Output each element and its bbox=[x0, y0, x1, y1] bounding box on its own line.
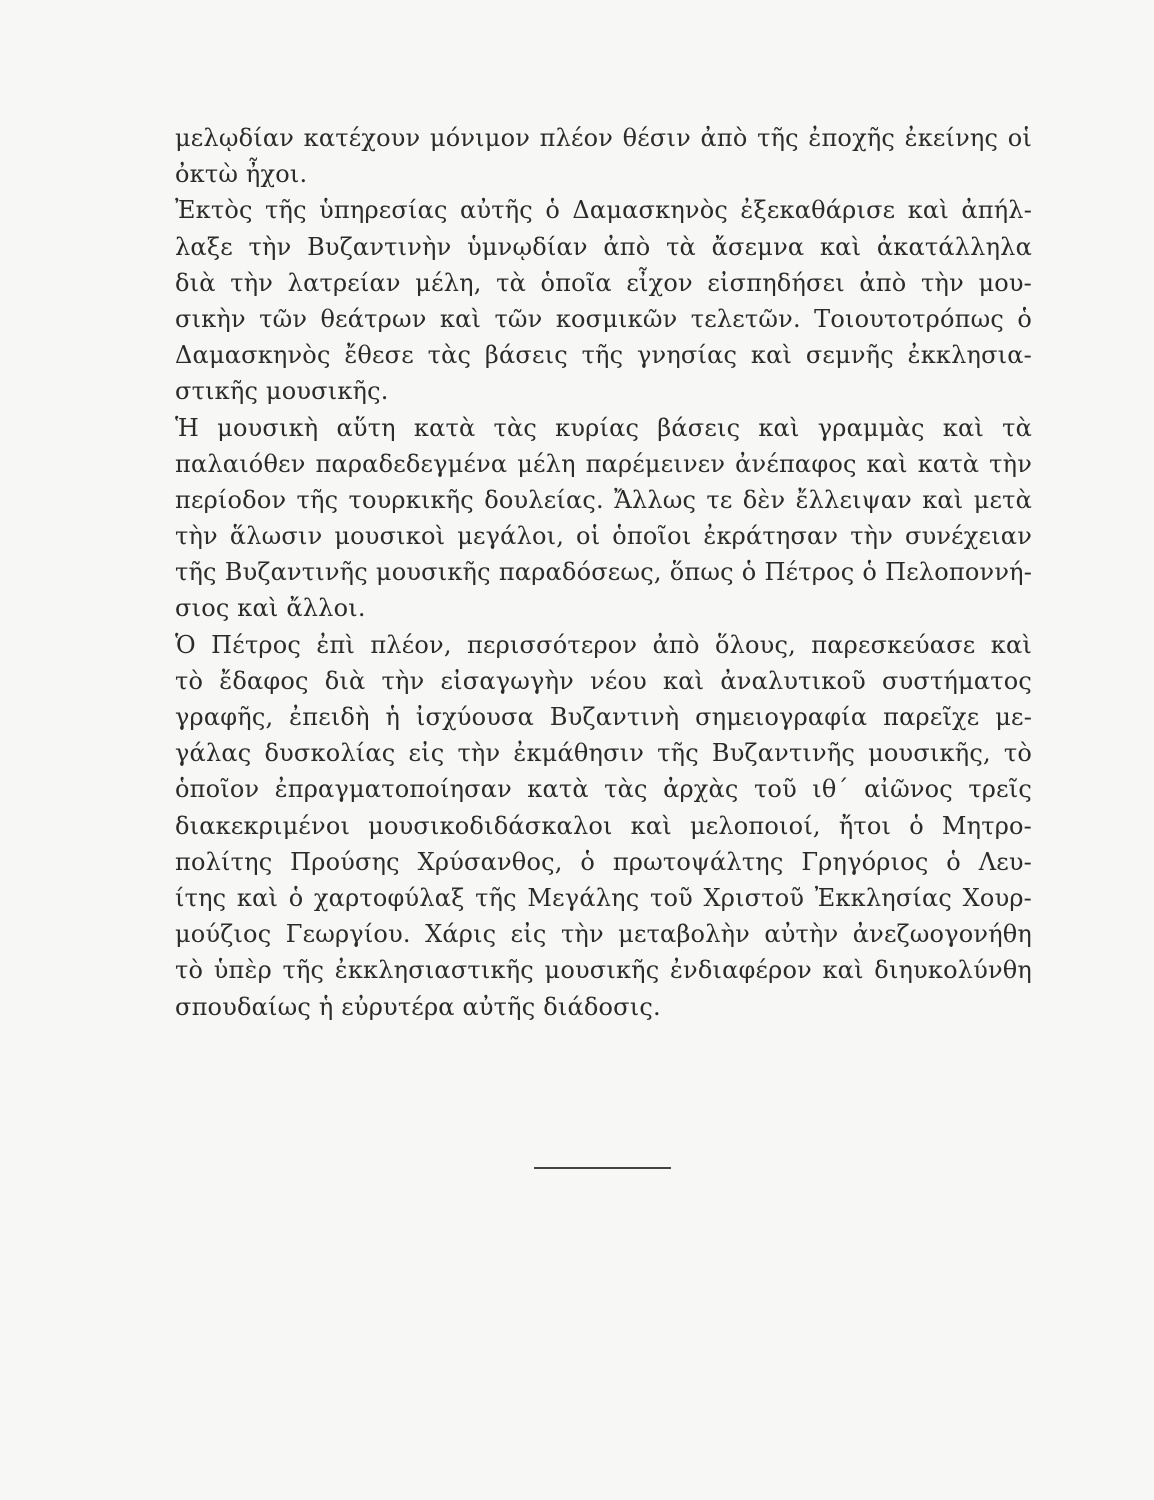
text-line: σιος καὶ ἄλλοι. bbox=[175, 594, 366, 623]
text-line: στικῆς μουσικῆς. bbox=[175, 377, 389, 406]
text-line: τὴν ἅλωσιν μουσικοὶ μεγάλοι, οἱ ὁποῖοι ἐκράτησαν τὴν συνέχειαν bbox=[175, 522, 1032, 551]
text-line: μελῳδίαν κατέχουν μόνιμον πλέον θέσιν ἀπὸ τῆς ἐποχῆς ἐκείνης οἱ bbox=[175, 124, 1032, 152]
text-line: σικὴν τῶν θεάτρων καὶ τῶν κοσμικῶν τελετῶν. Τοιουτοτρόπως ὁ bbox=[175, 304, 1032, 333]
text-line: τὸ ὑπὲρ τῆς ἐκκλησιαστικῆς μουσικῆς ἐνδιαφέρον καὶ διηυκολύνθη bbox=[175, 956, 1032, 985]
text-line: διακεκριμένοι μουσικοδιδάσκαλοι καὶ μελοποιοί, ἤτοι ὁ Μητρο- bbox=[175, 811, 1032, 840]
text-line: Ὁ Πέτρος ἐπὶ πλέον, περισσότερον ἀπὸ ὅλους, παρεσκεύασε καὶ bbox=[175, 630, 1032, 659]
text-line: ὀκτὼ ἦχοι. bbox=[175, 160, 308, 189]
text-line: ίτης καὶ ὁ χαρτοφύλαξ τῆς Μεγάλης τοῦ Χριστοῦ Ἐκκλησίας Χουρ- bbox=[175, 883, 1032, 912]
text-line: παλαιόθεν παραδεδεγμένα μέλη παρέμεινεν ἀνέπαφος καὶ κατὰ τὴν bbox=[175, 449, 1032, 478]
text-line: Δαμασκηνὸς ἔθεσε τὰς βάσεις τῆς γνησίας καὶ σεμνῆς ἐκκλησια- bbox=[175, 341, 1032, 370]
text-line: λαξε τὴν Βυζαντινὴν ὑμνῳδίαν ἀπὸ τὰ ἄσεμνα καὶ ἀκατάλληλα bbox=[175, 232, 1032, 261]
text-line: σπουδαίως ἡ εὐρυτέρα αὐτῆς διάδοσις. bbox=[175, 992, 661, 1021]
text-line: ὁποῖον ἐπραγματοποίησαν κατὰ τὰς ἀρχὰς τοῦ ιθ΄ αἰῶνος τρεῖς bbox=[175, 775, 1032, 804]
text-line: διὰ τὴν λατρείαν μέλη, τὰ ὁποῖα εἶχον εἰσπηδήσει ἀπὸ τὴν μου- bbox=[175, 268, 1032, 297]
body-text bbox=[175, 120, 1032, 1025]
section-divider bbox=[534, 1167, 671, 1169]
text-line: γραφῆς, ἐπειδὴ ἡ ἰσχύουσα Βυζαντινὴ σημειογραφία παρεῖχε με- bbox=[175, 703, 1032, 731]
text-line: Ἡ μουσικὴ αὕτη κατὰ τὰς κυρίας βάσεις καὶ γραμμὰς καὶ τὰ bbox=[175, 413, 1032, 442]
text-line: Ἐκτὸς τῆς ὑπηρεσίας αὐτῆς ὁ Δαμασκηνὸς ἐξεκαθάρισε καὶ ἀπήλ- bbox=[175, 196, 1032, 225]
text-line: μούζιος Γεωργίου. Χάρις εἰς τὴν μεταβολὴν αὐτὴν ἀνεζωογονήθη bbox=[175, 920, 1032, 949]
text-line: πολίτης Προύσης Χρύσανθος, ὁ πρωτοψάλτης Γρηγόριος ὁ Λευ- bbox=[175, 847, 1032, 876]
text-line: περίοδον τῆς τουρκικῆς δουλείας. Ἄλλως τε δὲν ἔλλειψαν καὶ μετὰ bbox=[175, 485, 1032, 514]
text-line: τὸ ἔδαφος διὰ τὴν εἰσαγωγὴν νέου καὶ ἀναλυτικοῦ συστήματος bbox=[175, 666, 1032, 695]
text-line: γάλας δυσκολίας εἰς τὴν ἐκμάθησιν τῆς Βυζαντινῆς μουσικῆς, τὸ bbox=[175, 739, 1032, 768]
text-line: τῆς Βυζαντινῆς μουσικῆς παραδόσεως, ὅπως ὁ Πέτρος ὁ Πελοποννή- bbox=[175, 558, 1032, 587]
